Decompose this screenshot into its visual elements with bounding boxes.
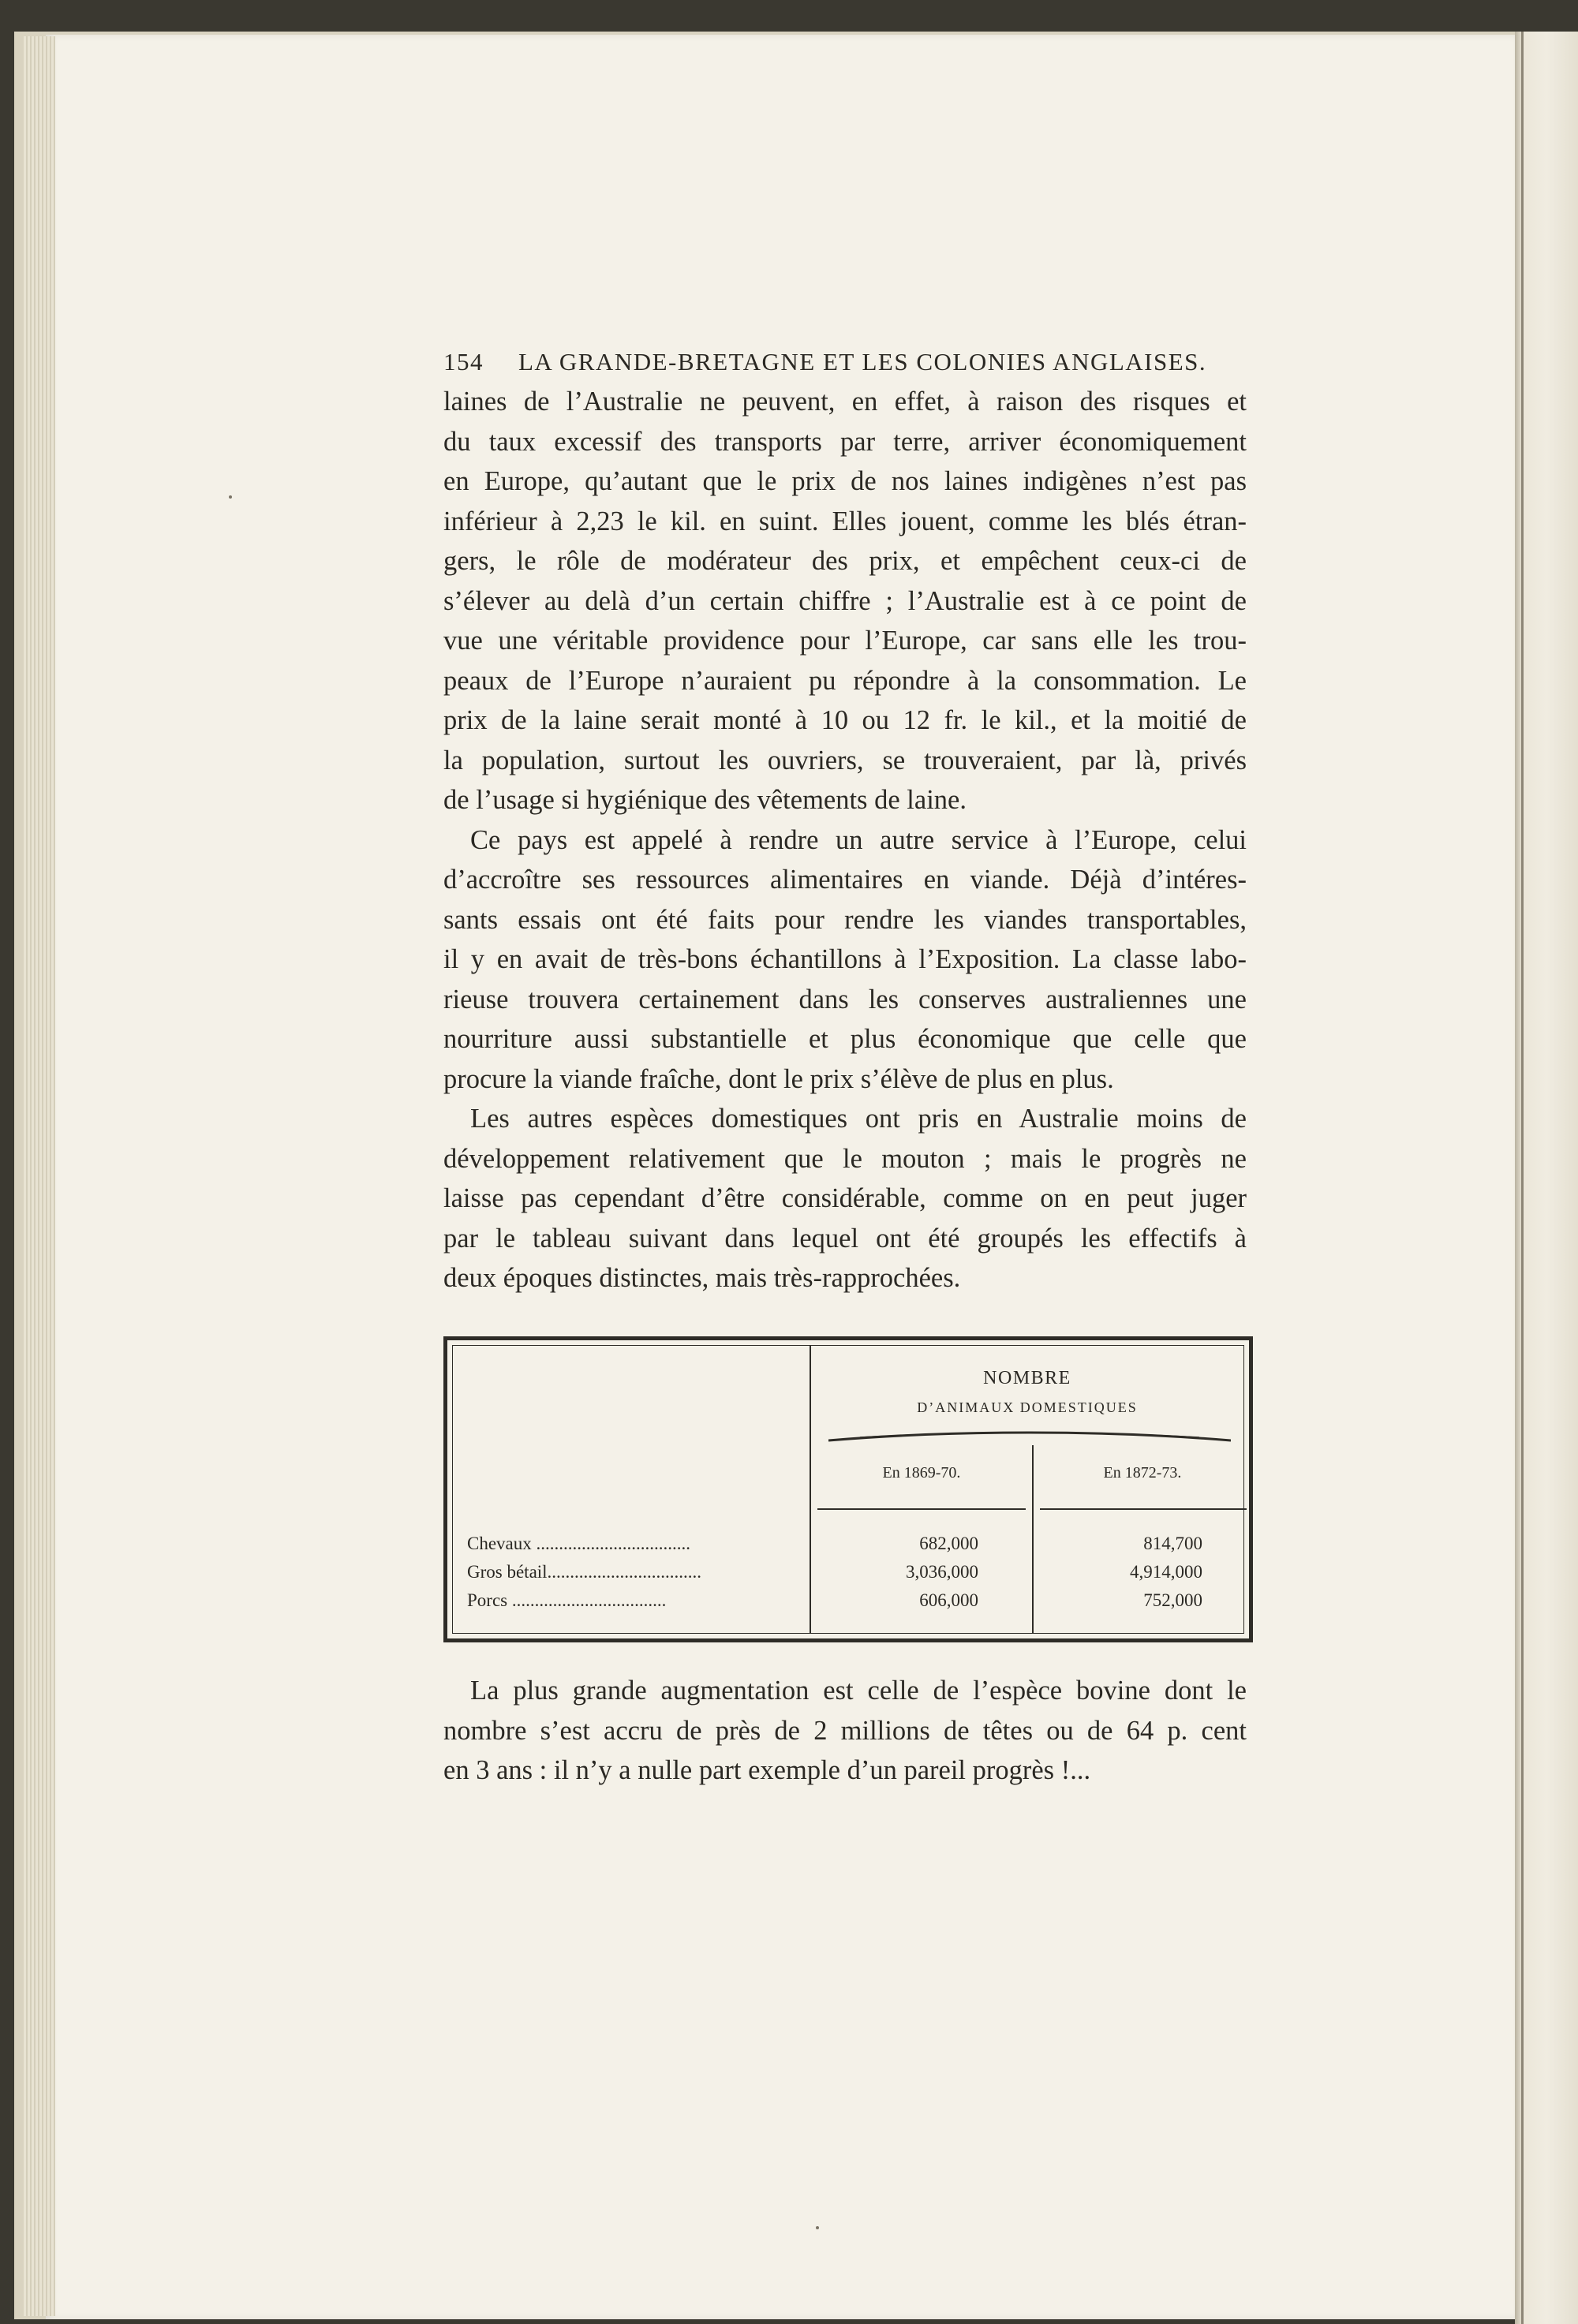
table-row	[453, 1534, 1243, 1562]
value-1872: 4,914,000	[1130, 1562, 1202, 1582]
row-label: Chevaux ..................................	[467, 1534, 691, 1553]
value-1869: 3,036,000	[906, 1562, 978, 1582]
value-1872: 814,700	[1143, 1534, 1202, 1553]
text-line: sants essais ont été faits pour rendre les viandes transportables,	[443, 904, 1247, 935]
value-1869: 606,000	[919, 1590, 978, 1610]
text-line: s’élever au delà d’un certain chiffre ; l’Australie est à ce point de	[443, 585, 1247, 616]
paper-speck	[229, 495, 232, 499]
text-line: d’accroître ses ressources alimentaires en viande. Déjà d’intéres-	[443, 865, 1247, 895]
page-leaf-stack	[24, 36, 55, 2316]
scan-background	[0, 0, 1578, 35]
main-text	[443, 342, 1247, 1298]
table-row	[453, 1590, 1243, 1619]
paragraph-1	[443, 382, 1247, 820]
text-line: par le tableau suivant dans lequel ont été groupés les effectifs à	[443, 1223, 1247, 1254]
paragraph-4	[443, 1671, 1247, 1791]
table-header: NOMBRE	[983, 1368, 1071, 1388]
column-header-1872: En 1872-73.	[1103, 1464, 1182, 1481]
table-subheader: D’ANIMAUX DOMESTIQUES	[917, 1399, 1138, 1415]
table-row	[453, 1562, 1243, 1590]
facing-page-edge	[1515, 32, 1578, 2324]
text-line: de l’usage si hygiénique des vêtements de laine.	[443, 785, 967, 815]
text-line: nourriture aussi substantielle et plus économique que celle que	[443, 1024, 1247, 1054]
paragraph-2	[443, 820, 1247, 1100]
running-head	[443, 342, 1247, 382]
text-line: en Europe, qu’autant que le prix de nos laines indigènes n’est pas	[443, 466, 1247, 496]
text-line: la population, surtout les ouvriers, se trouveraient, par là, privés	[443, 745, 1247, 775]
text-line: laines de l’Australie ne peuvent, en effet, à raison des risques et	[443, 387, 1247, 417]
gutter-line	[1521, 32, 1524, 2324]
text-line: gers, le rôle de modérateur des prix, et empêchent ceux-ci de	[443, 546, 1247, 576]
value-1872: 752,000	[1143, 1590, 1202, 1610]
text-line: Ce pays est appelé à rendre un autre service à l’Europe, celui	[470, 824, 1247, 855]
row-label: Porcs ..................................	[467, 1590, 667, 1610]
text-line: développement relativement que le mouton ; mais le progrès ne	[443, 1143, 1247, 1174]
text-line: vue une véritable providence pour l’Europe, car sans elle les trou-	[443, 626, 1247, 656]
text-line: rieuse trouvera certainement dans les conserves australiennes une	[443, 984, 1247, 1014]
table-body	[453, 1534, 1243, 1619]
row-label: Gros bétail..................................	[467, 1562, 702, 1582]
header-rule	[1040, 1508, 1247, 1510]
header-rule	[817, 1508, 1026, 1510]
text-line: Les autres espèces domestiques ont pris en Australie moins de	[470, 1104, 1247, 1134]
livestock-table	[443, 1336, 1253, 1642]
text-line: prix de la laine serait monté à 10 ou 12 fr. le kil., et la moitié de	[443, 705, 1247, 735]
text-line: deux époques distinctes, mais très-rapprochées.	[443, 1263, 961, 1293]
running-title: LA GRANDE-BRETAGNE ET LES COLONIES ANGLAISES.	[518, 348, 1207, 376]
text-line: il y en avait de très-bons échantillons à l’Exposition. La classe labo-	[443, 944, 1247, 974]
text-line: procure la viande fraîche, dont le prix s’élève de plus en plus.	[443, 1063, 1114, 1094]
text-line: La plus grande augmentation est celle de l’espèce bovine dont le	[470, 1676, 1247, 1706]
table-inner-frame	[452, 1345, 1244, 1634]
text-line: laisse pas cependant d’être considérable, comme on en peut juger	[443, 1183, 1247, 1213]
text-line: du taux excessif des transports par terre, arriver économiquement	[443, 426, 1247, 457]
text-line: en 3 ans : il n’y a nulle part exemple d’un pareil progrès !...	[443, 1755, 1091, 1785]
header-brace	[828, 1429, 1231, 1445]
text-line: nombre s’est accru de près de 2 millions de têtes ou de 64 p. cent	[443, 1715, 1247, 1746]
page-number: 154	[443, 348, 484, 376]
paragraph-3	[443, 1099, 1247, 1298]
text-line: inférieur à 2,23 le kil. en suint. Elles jouent, comme les blés étran-	[443, 506, 1247, 536]
text-line: peaux de l’Europe n’auraient pu répondre à la consommation. Le	[443, 665, 1247, 696]
value-1869: 682,000	[919, 1534, 978, 1553]
paper-speck	[816, 2226, 819, 2229]
column-header-1869: En 1869-70.	[882, 1464, 961, 1481]
closing-text	[443, 1671, 1247, 1791]
